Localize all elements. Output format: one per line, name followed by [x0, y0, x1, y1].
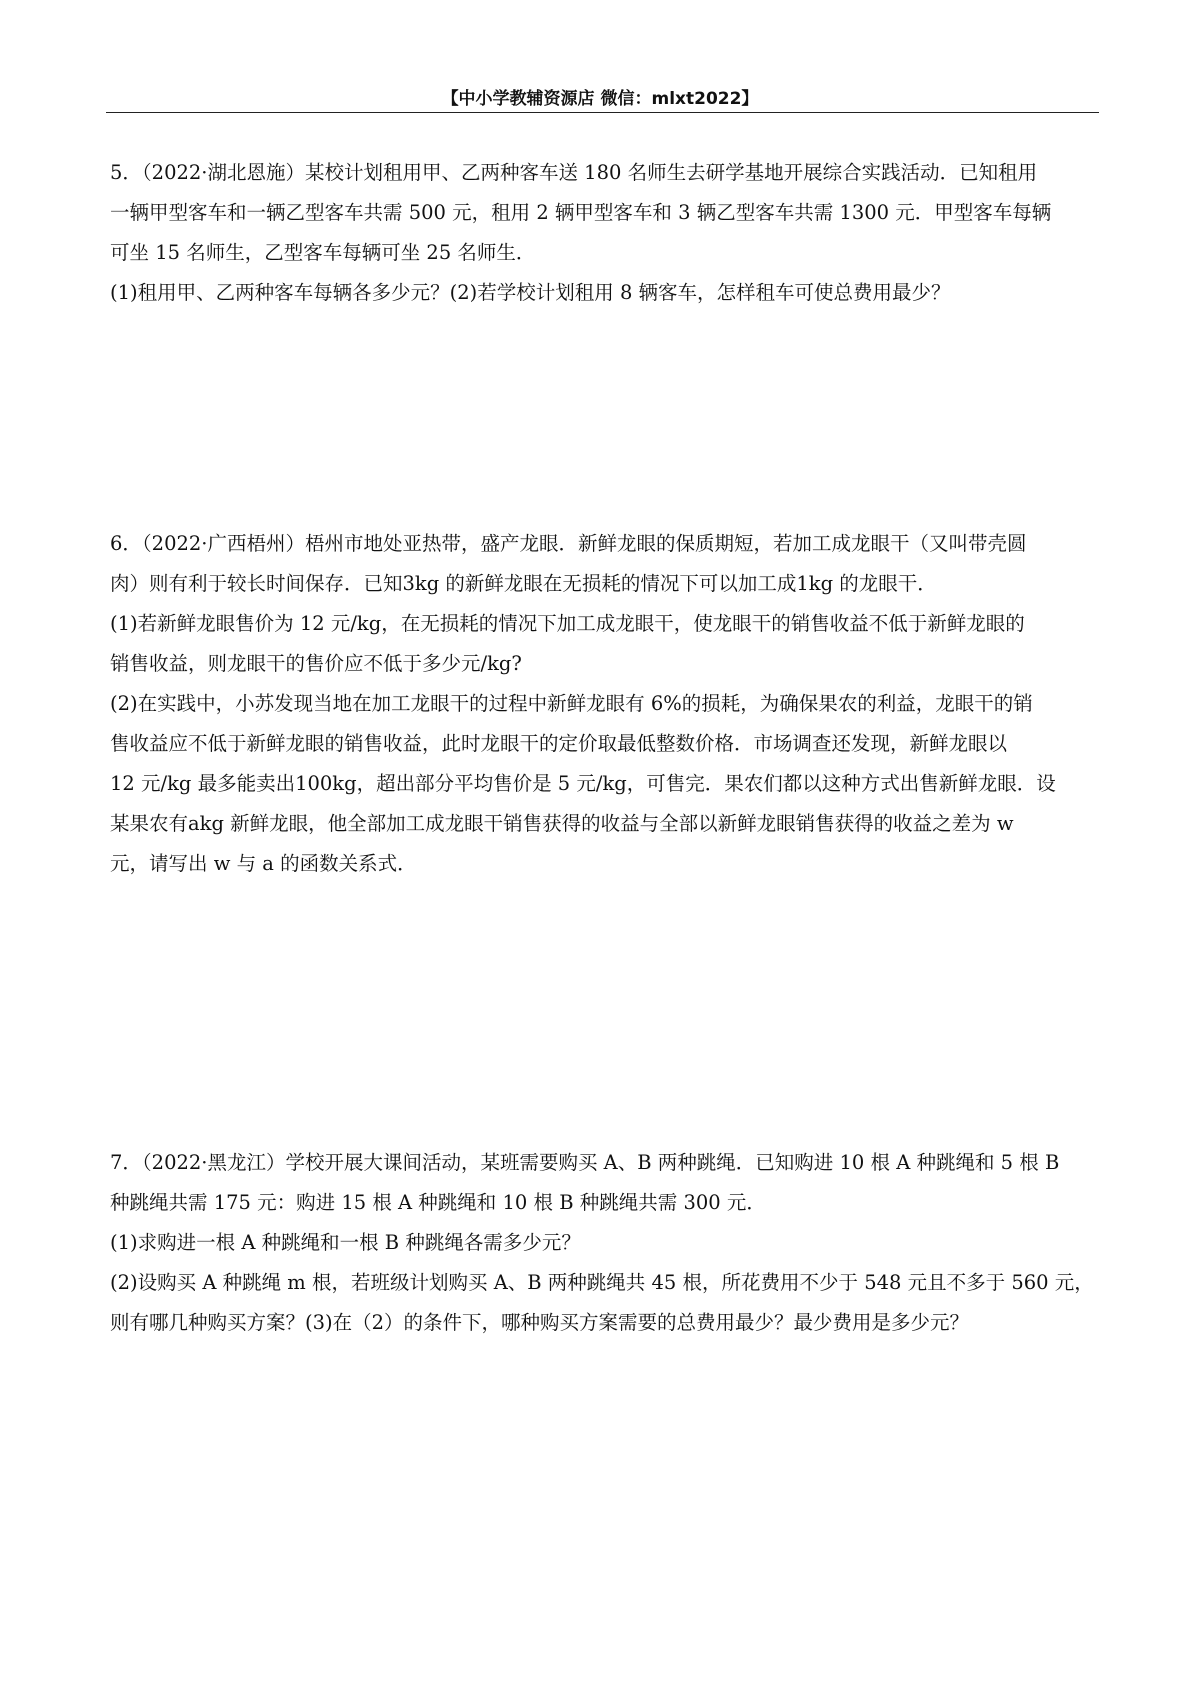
problem-line: (1)求购进一根 A 种跳绳和一根 B 种跳绳各需多少元？	[110, 1231, 581, 1254]
header-divider	[106, 112, 1099, 113]
problem-line: 某果农有akg 新鲜龙眼，他全部加工成龙眼干销售获得的收益与全部以新鲜龙眼销售获得的收益之差为 w	[110, 812, 1014, 835]
problem-5	[110, 153, 1100, 313]
problem-line: 一辆甲型客车和一辆乙型客车共需 500 元，租用 2 辆甲型客车和 3 辆乙型客车共需 1300 元．甲型客车每辆	[110, 201, 1052, 224]
problem-line: 7．（2022·黑龙江）学校开展大课间活动，某班需要购买 A、B 两种跳绳．已知购进 10 根 A 种跳绳和 5 根 B	[110, 1151, 1060, 1174]
problem-line: (1)租用甲、乙两种客车每辆各多少元？(2)若学校计划租用 8 辆客车，怎样租车可使总费用最少？	[110, 281, 951, 304]
problem-line: 种跳绳共需 175 元：购进 15 根 A 种跳绳和 10 根 B 种跳绳共需 300 元．	[110, 1191, 766, 1214]
problem-line: 则有哪几种购买方案？(3)在（2）的条件下，哪种购买方案需要的总费用最少？最少费用是多少元？	[110, 1311, 970, 1334]
problem-line: 可坐 15 名师生，乙型客车每辆可坐 25 名师生．	[110, 241, 536, 264]
problem-line: 5．（2022·湖北恩施）某校计划租用甲、乙两种客车送 180 名师生去研学基地开展综合实践活动．已知租用	[110, 161, 1038, 184]
problem-line: 6．（2022·广西梧州）梧州市地处亚热带，盛产龙眼．新鲜龙眼的保质期短，若加工成龙眼干（又叫带壳圆	[110, 532, 1027, 555]
problem-line: 12 元/kg 最多能卖出100kg，超出部分平均售价是 5 元/kg，可售完．果农们都以这种方式出售新鲜龙眼．设	[110, 772, 1056, 795]
page-header: 【中小学教辅资源店 微信：mlxt2022】	[441, 89, 759, 109]
problem-line: 肉）则有利于较长时间保存．已知3kg 的新鲜龙眼在无损耗的情况下可以加工成1kg 的龙眼干．	[110, 572, 937, 595]
problem-line: (2)在实践中，小苏发现当地在加工龙眼干的过程中新鲜龙眼有 6%的损耗，为确保果农的利益，龙眼干的销	[110, 692, 1033, 715]
problem-6	[110, 524, 1100, 884]
problem-line: (2)设购买 A 种跳绳 m 根，若班级计划购买 A、B 两种跳绳共 45 根，所花费用不少于 548 元且不多于 560 元，	[110, 1271, 1094, 1294]
problem-7	[110, 1143, 1100, 1343]
problem-line: 销售收益，则龙眼干的售价应不低于多少元/kg?	[110, 652, 522, 675]
problem-line: 元，请写出 w 与 a 的函数关系式．	[110, 852, 417, 875]
problem-line: 售收益应不低于新鲜龙眼的销售收益，此时龙眼干的定价取最低整数价格．市场调查还发现，新鲜龙眼以	[110, 732, 1008, 755]
problem-line: (1)若新鲜龙眼售价为 12 元/kg，在无损耗的情况下加工成龙眼干，使龙眼干的销售收益不低于新鲜龙眼的	[110, 612, 1025, 635]
